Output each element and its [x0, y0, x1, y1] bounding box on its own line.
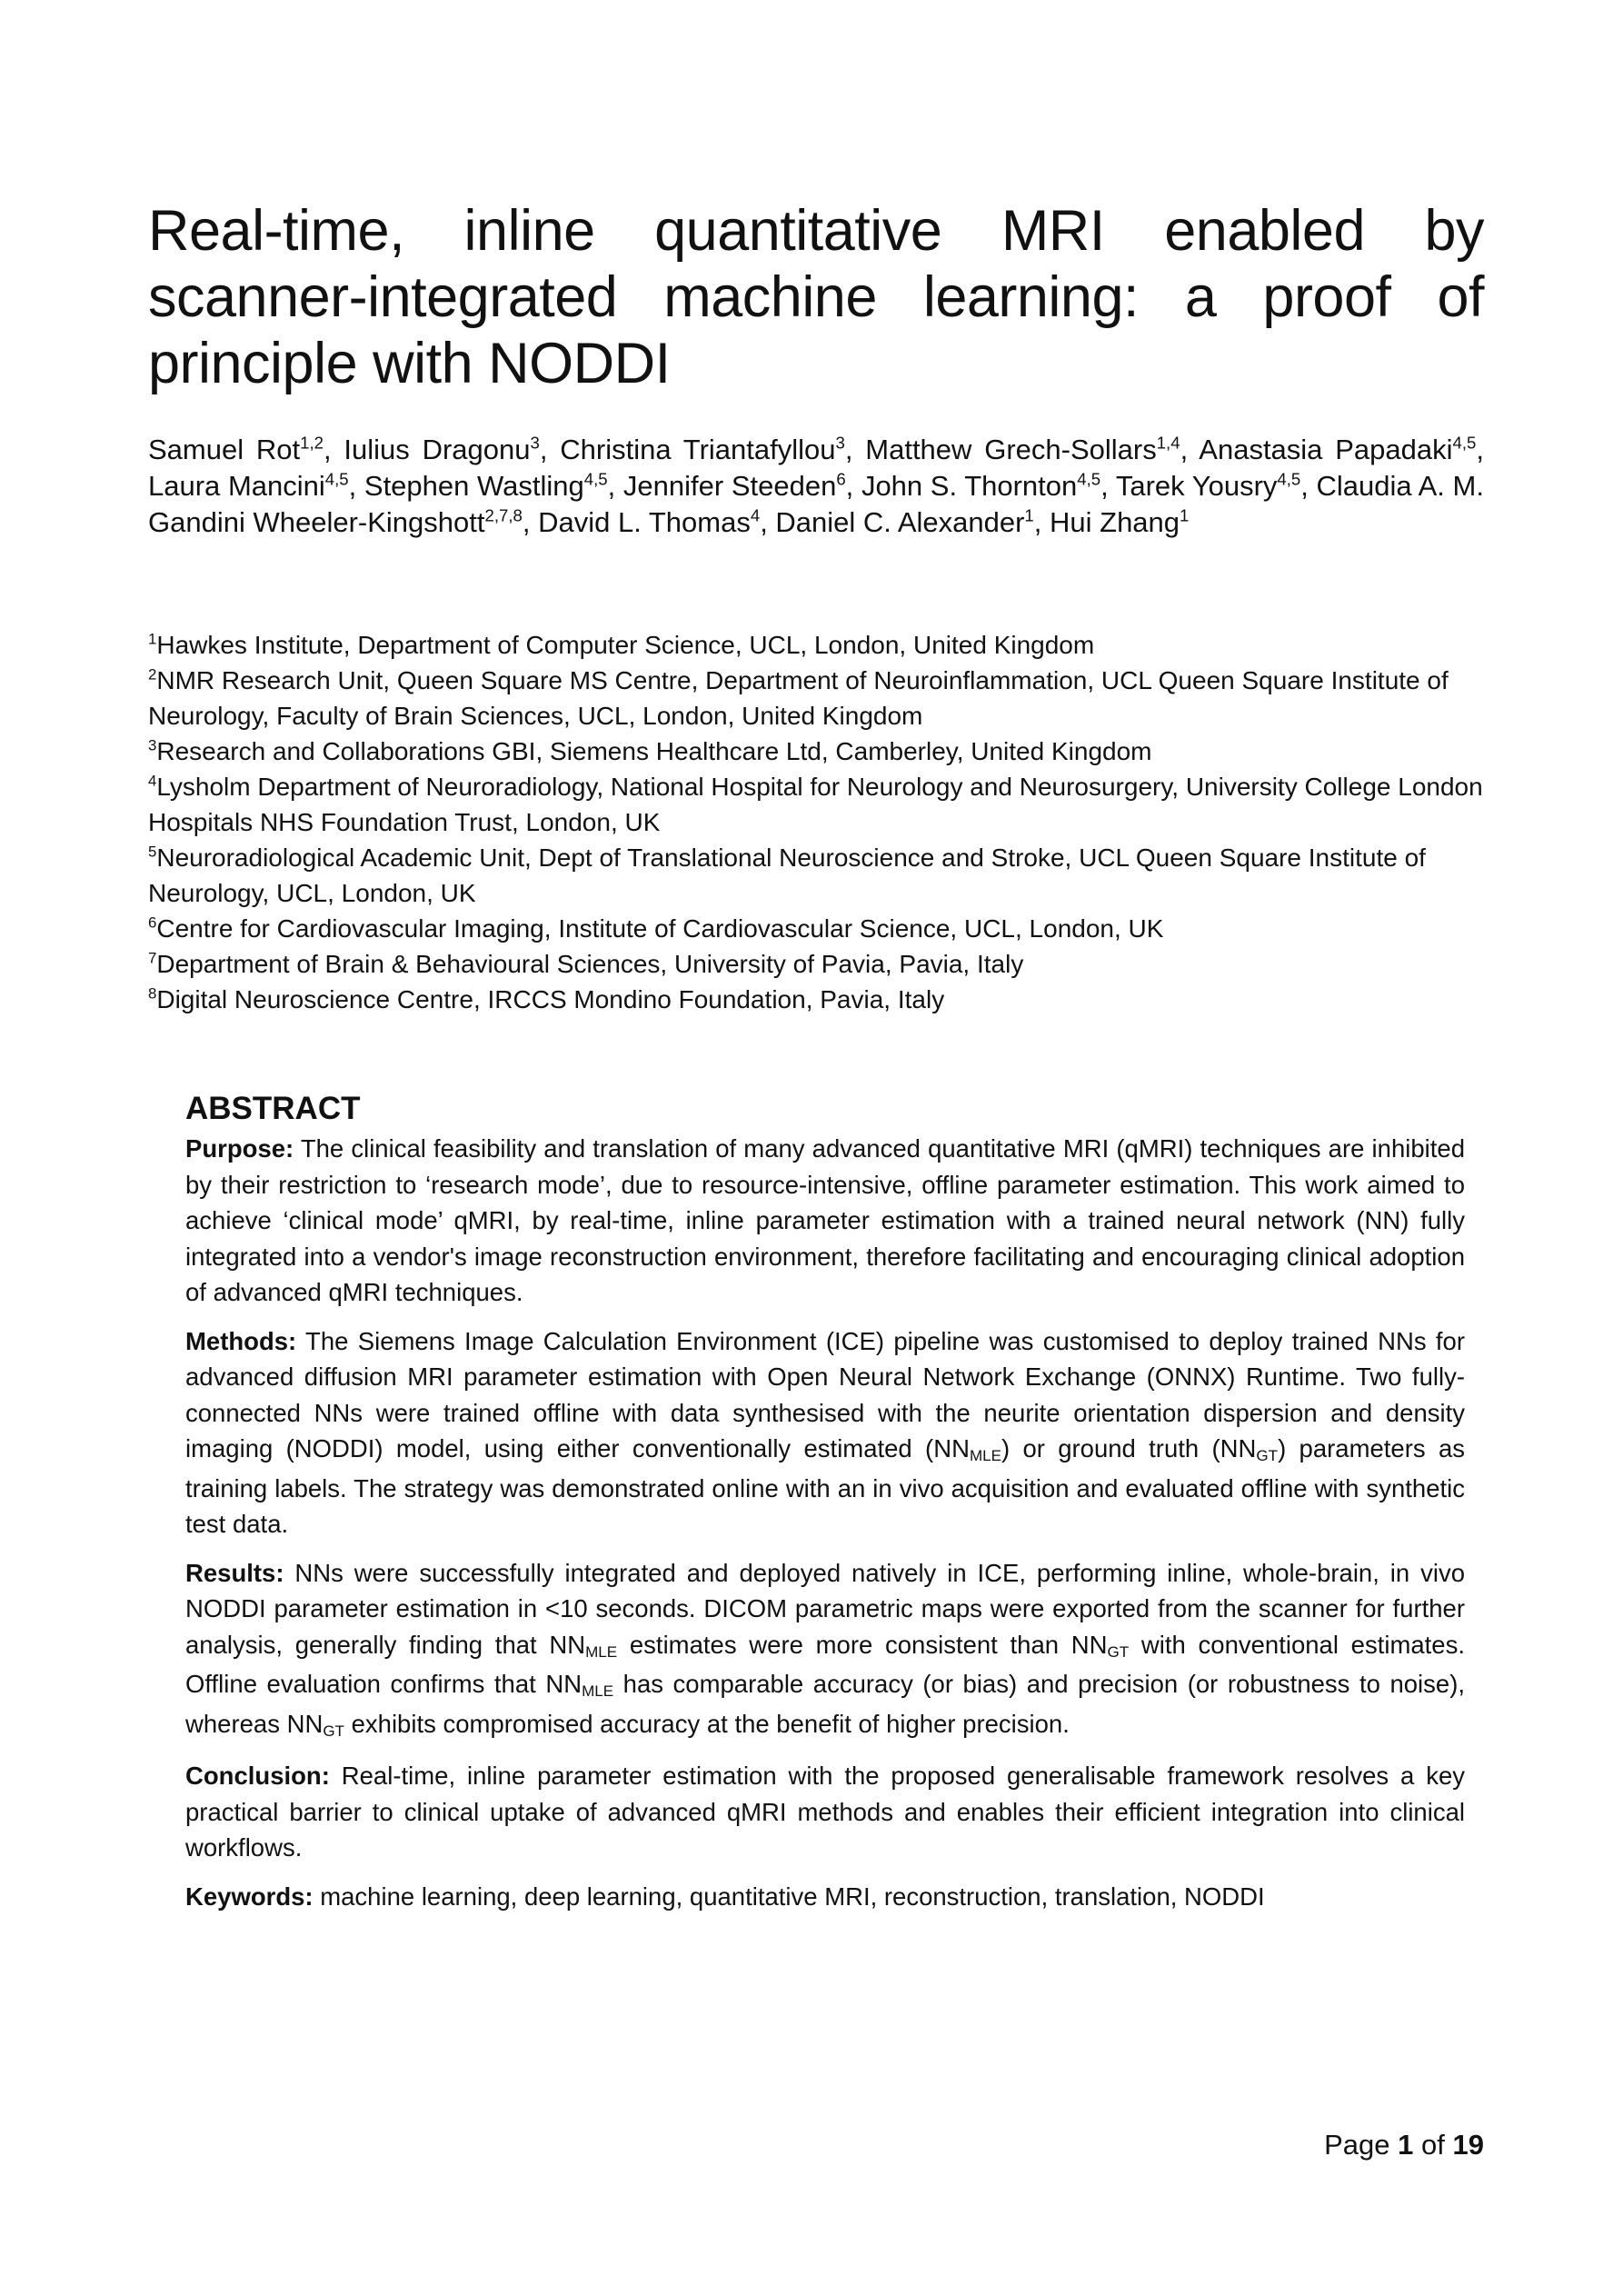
- author: Samuel Rot$^{1,2}$: [148, 433, 324, 465]
- abstract-purpose: Purpose: The clinical feasibility and translation of many advanced quantitative MRI (qMRI) techniques are inhibited by their restriction to ‘research mode’, due to resource-intensive, offline parameter estimation. This work aimed to achieve ‘clinical mode’ qMRI, by real-time, inline parameter estimation with a trained neural network (NN) fully integrated into a vendor's image reconstruction environment, therefore facilitating and encouraging clinical adoption of advanced qMRI techniques.: [185, 1134, 1465, 1306]
- author: Hui Zhang$^1$: [1050, 505, 1190, 538]
- author: Iulius Dragonu$^3$: [344, 433, 540, 465]
- affiliation: $^7$Department of Brain & Behavioural Sciences, University of Pavia, Pavia, Italy: [148, 949, 1024, 978]
- author: Stephen Wastling$^{4,5}$: [363, 469, 608, 502]
- author: Laura Mancini$^{4,5}$: [148, 469, 349, 502]
- abstract-conclusion: Conclusion: Real-time, inline parameter estimation with the proposed generalisable framework resolves a key practical barrier to clinical uptake of advanced qMRI methods and enables their efficient integration into clinical workflows.: [185, 1762, 1465, 1862]
- affiliation: $^3$Research and Collaborations GBI, Siemens Healthcare Ltd, Camberley, United Kingdom: [148, 736, 1152, 765]
- paper-title: [148, 198, 1484, 397]
- affiliation: $^6$Centre for Cardiovascular Imaging, Institute of Cardiovascular Science, UCL, London, UK: [148, 913, 1164, 943]
- abstract-results: Results: NNs were successfully integrated and deployed natively in ICE, performing inline, whole-brain, in vivo NODDI parameter estimation in <10 seconds. DICOM parametric maps were exported from the scanner for further analysis, generally finding that $NN_{MLE}$ estimates were more consistent than $NN_{GT}$ with conventional estimates. Offline evaluation confirms that $NN_{MLE}$ has comparable accuracy (or bias) and precision (or robustness to noise), whereas $NN_{GT}$ exhibits compromised accuracy at the benefit of higher precision.: [185, 1558, 1466, 1740]
- author: David L. Thomas$^4$: [538, 505, 761, 538]
- affiliation: $^2$NMR Research Unit, Queen Square MS Centre, Department of Neuroinflammation, UCL Queen Square Institute of Neurology, Faculty of Brain Sciences, UCL, London, United Kingdom: [148, 665, 1449, 730]
- abstract-section: [185, 1089, 1465, 1927]
- author: Jennifer Steeden$^6$: [622, 469, 846, 502]
- abstract-heading: ABSTRACT: [185, 1091, 361, 1126]
- author: Claudia A. M. Gandini Wheeler-Kingshott$^{2,7,8}$: [148, 470, 1484, 538]
- affiliation: $^1$Hawkes Institute, Department of Computer Science, UCL, London, United Kingdom: [148, 630, 1095, 659]
- affiliation: $^5$Neuroradiological Academic Unit, Dept of Translational Neuroscience and Stroke, UCL Queen Square Institute of Neurology, UCL, London, UK: [148, 843, 1426, 907]
- author: Tarek Yousry$^{4,5}$: [1115, 469, 1301, 502]
- author: Anastasia Papadaki$^{4,5}$: [1199, 433, 1477, 465]
- title-line: principle with NODDI: [148, 332, 671, 395]
- affiliation: $^4$Lysholm Department of Neuroradiology, National Hospital for Neurology and Neurosurgery, University College London Hospitals NHS Foundation Trust, London, UK: [148, 772, 1483, 836]
- author: Christina Triantafyllou$^3$: [560, 433, 845, 465]
- author: Daniel C. Alexander$^1$: [775, 505, 1034, 538]
- author: John S. Thornton$^{4,5}$: [861, 469, 1101, 502]
- author-list: Samuel Rot$^{1,2}$, Iulius Dragonu$^3$, Christina Triantafyllou$^3$, Matthew Grech-Sollars$^{1,4}$, Anastasia Papadaki$^{4,5}$, Laura Mancini$^{4,5}$, Stephen Wastling$^{4,5}$, Jennifer Steeden$^6$, John S. Thornton$^{4,5}$, Tarek Yousry$^{4,5}$, Claudia A. M. Gandini Wheeler-Kingshott$^{2,7,8}$, David L. Thomas$^4$, Daniel C. Alexander$^1$, Hui Zhang$^1$: [148, 433, 1484, 538]
- author: Matthew Grech-Sollars$^{1,4}$: [865, 433, 1180, 465]
- title-line: Real-time, inline quantitative MRI enabled by: [148, 199, 1484, 263]
- title-line: scanner-integrated machine learning: a proof of: [148, 265, 1484, 329]
- abstract-methods: Methods: The Siemens Image Calculation Environment (ICE) pipeline was customised to deploy trained NNs for advanced diffusion MRI parameter estimation with Open Neural Network Exchange (ONNX) Runtime. Two fully-connected NNs were trained offline with data synthesised with the neurite orientation dispersion and density imaging (NODDI) model, using either conventionally estimated $(NN_{MLE})$ or ground truth $(NN_{GT})$ parameters as training labels. The strategy was demonstrated online with an in vivo acquisition and evaluated offline with synthetic test data.: [185, 1326, 1465, 1538]
- affiliation: $^8$Digital Neuroscience Centre, IRCCS Mondino Foundation, Pavia, Italy: [148, 984, 945, 1013]
- affiliation-list: [148, 627, 1484, 1017]
- page-number: Page 1 of 19: [1324, 2129, 1484, 2161]
- abstract-keywords: Keywords: machine learning, deep learning, quantitative MRI, reconstruction, translation, NODDI: [185, 1882, 1265, 1911]
